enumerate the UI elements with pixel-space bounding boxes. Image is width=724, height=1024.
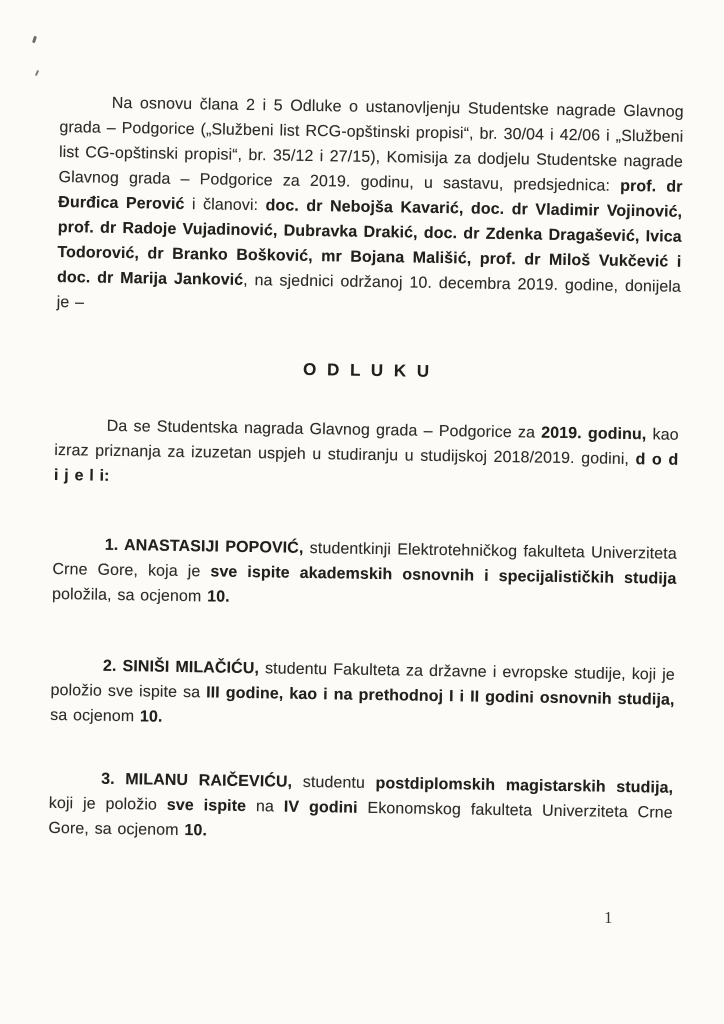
bold-text-segment: 10. — [207, 588, 230, 606]
text-segment: studentu — [292, 773, 376, 793]
text-segment: studentu Fakulteta za državne i evropske studije, koji je položio sve ispite sa — [50, 660, 676, 702]
bold-text-segment: IV godini — [283, 798, 358, 817]
bold-text-segment: sve ispite — [166, 796, 247, 816]
scan-artifact-speck — [35, 70, 39, 76]
decision-title: O D L U K U — [302, 359, 433, 381]
intro-paragraph — [56, 90, 683, 325]
bold-text-segment: d o d i j e l i: — [53, 451, 679, 485]
bold-text-segment: postdiplomskih magistarskih studija, — [375, 775, 674, 797]
text-segment: studentkinji Elektrotehničkog fakulteta Univerziteta Crne Gore, koja je — [52, 539, 677, 581]
bold-text-segment: sve ispite akademskih osnovnih i specijalističkih studija — [210, 563, 677, 588]
bold-text-segment: doc. dr Nebojša Kavarić, doc. dr Vladimir Vojinović, prof. dr Radoje Vujadinović, Dubravka Drakić, doc. dr Zdenka Dragašević, Ivica Todorović, dr Branko Bošković, mr Bojana Mališić, prof. dr Miloš Vukčević i doc. dr Marija Janković — [56, 197, 683, 289]
text-segment: koji je položio — [48, 794, 167, 814]
text-segment: i članovi: — [184, 195, 266, 215]
text-segment: , na sjednici održanoj 10. decembra 2019. godine, donijela je – — [56, 271, 682, 312]
document-body — [48, 90, 684, 851]
page-number: 1 — [604, 908, 613, 927]
text-segment: Ekonomskog fakulteta Univerziteta Crne Gore, sa ocjenom — [48, 799, 673, 840]
bold-text-segment: prof. dr Đurđica Perović — [58, 177, 683, 213]
bold-text-segment: 2. SINIŠI MILAČIĆU, — [102, 657, 260, 678]
award-item-2 — [50, 653, 675, 738]
scan-artifact-speck — [32, 36, 37, 44]
text-segment: na — [245, 798, 284, 816]
text-segment: Na osnovu člana 2 i 5 Odluke o ustanovljenju Studentske nagrade Glavnog grada – Podgorice („Službeni list RCG-opštinski propisi“, br. 30/04 i 42/06 i „Službeni list CG-opštinski propisi“, br. 35/12 i 27/15), Komisija za dodjelu Studentske nagrade Glavnog grada – Podgorice za 2019. godinu, u sastavu, predsjednica: — [58, 94, 684, 195]
text-segment: kao izraz priznanja za izuzetan uspjeh u studiranju u studijskoj 2018/2019. godini, — [54, 426, 679, 469]
bold-text-segment: 10. — [184, 822, 208, 840]
text-segment: sa ocjenom — [50, 706, 141, 726]
award-item-3 — [48, 766, 673, 851]
bold-text-segment: 10. — [139, 708, 163, 726]
award-item-1 — [52, 532, 677, 617]
text-segment: položila, sa ocjenom — [51, 585, 208, 606]
bold-text-segment: 1. ANASTASIJI POPOVIĆ, — [104, 536, 304, 557]
bold-text-segment: 2019. godinu, — [541, 424, 647, 444]
text-segment: Da se Studentska nagrada Glavnog grada – Podgorice za — [106, 417, 542, 442]
bold-text-segment: III godine, kao i na prethodnoj I i II godini osnovnih studija, — [206, 684, 675, 709]
preamble-paragraph — [54, 413, 679, 498]
bold-text-segment: 3. MILANU RAIČEVIĆU, — [101, 770, 293, 791]
